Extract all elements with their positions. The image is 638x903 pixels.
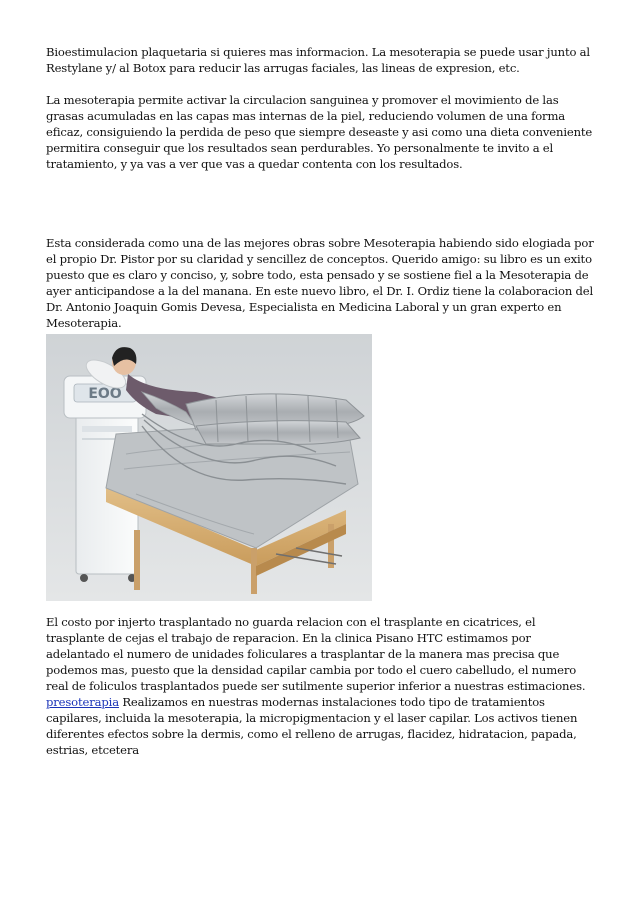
paragraph-injerto-start: El costo por injerto trasplantado no guarda relacion con el trasplante en cicatrices, el trasplante de cejas el trabajo de reparacion. En la clinica Pisano HTC estimamos por adelantado el numero de unidades foliculares a trasplantar de la manera mas precisa que podemos mas, puesto que la densidad capilar cambia por todo el cuero cabelludo, el numero real de foliculos trasplantados puede ser sutilmente superior inferior a nuestras estimaciones.	[46, 615, 586, 693]
paragraph-injerto-end: Realizamos en nuestras modernas instalaciones todo tipo de tratamientos capilares, incluida la mesoterapia, la micropigmentacion y el laser capilar. Los activos tienen diferentes efectos sobre la dermis, como el relleno de arrugas, flacidez, hidratacion, papada, estrias, etcetera	[46, 695, 578, 757]
paragraph-intro: Bioestimulacion plaquetaria si quieres mas informacion. La mesoterapia se puede usar junto al Restylane y/ al Botox para reducir las arrugas faciales, las lineas de expresion, etc.	[46, 45, 590, 75]
blank-spacer	[46, 172, 594, 235]
pressotherapy-illustration	[46, 334, 372, 601]
paragraph-libro: Esta considerada como una de las mejores obras sobre Mesoterapia habiendo sido elogiada por el propio Dr. Pistor por su claridad y sencillez de conceptos. Querido amigo: su libro es un exito puesto que es claro y conciso, y, sobre todo, esta pensado y se sostiene fiel a la Mesoterapia de ayer anticipandose a la del manana. En este nuevo libro, el Dr. I. Ordiz tiene la colaboracion del Dr. Antonio Joaquin Gomis Devesa, Especialista en Medicina Laboral y un gran experto en Mesoterapia.	[46, 236, 594, 330]
pressotherapy-photo	[46, 334, 372, 601]
document-page	[46, 44, 594, 758]
device-display: EOO	[88, 386, 122, 402]
paragraph-circulacion: La mesoterapia permite activar la circulacion sanguinea y promover el movimiento de las grasas acumuladas en las capas mas internas de la piel, reduciendo volumen de una forma eficaz, consiguiendo la perdida de peso que siempre deseaste y asi como una dieta conveniente permitira conseguir que los resultados sean perdurables. Yo personalmente te invito a el tratamiento, y ya vas a ver que vas a quedar contenta con los resultados.	[46, 93, 593, 171]
paragraph-injerto	[46, 614, 594, 758]
presoterapia-link[interactable]: presoterapia	[46, 695, 119, 709]
